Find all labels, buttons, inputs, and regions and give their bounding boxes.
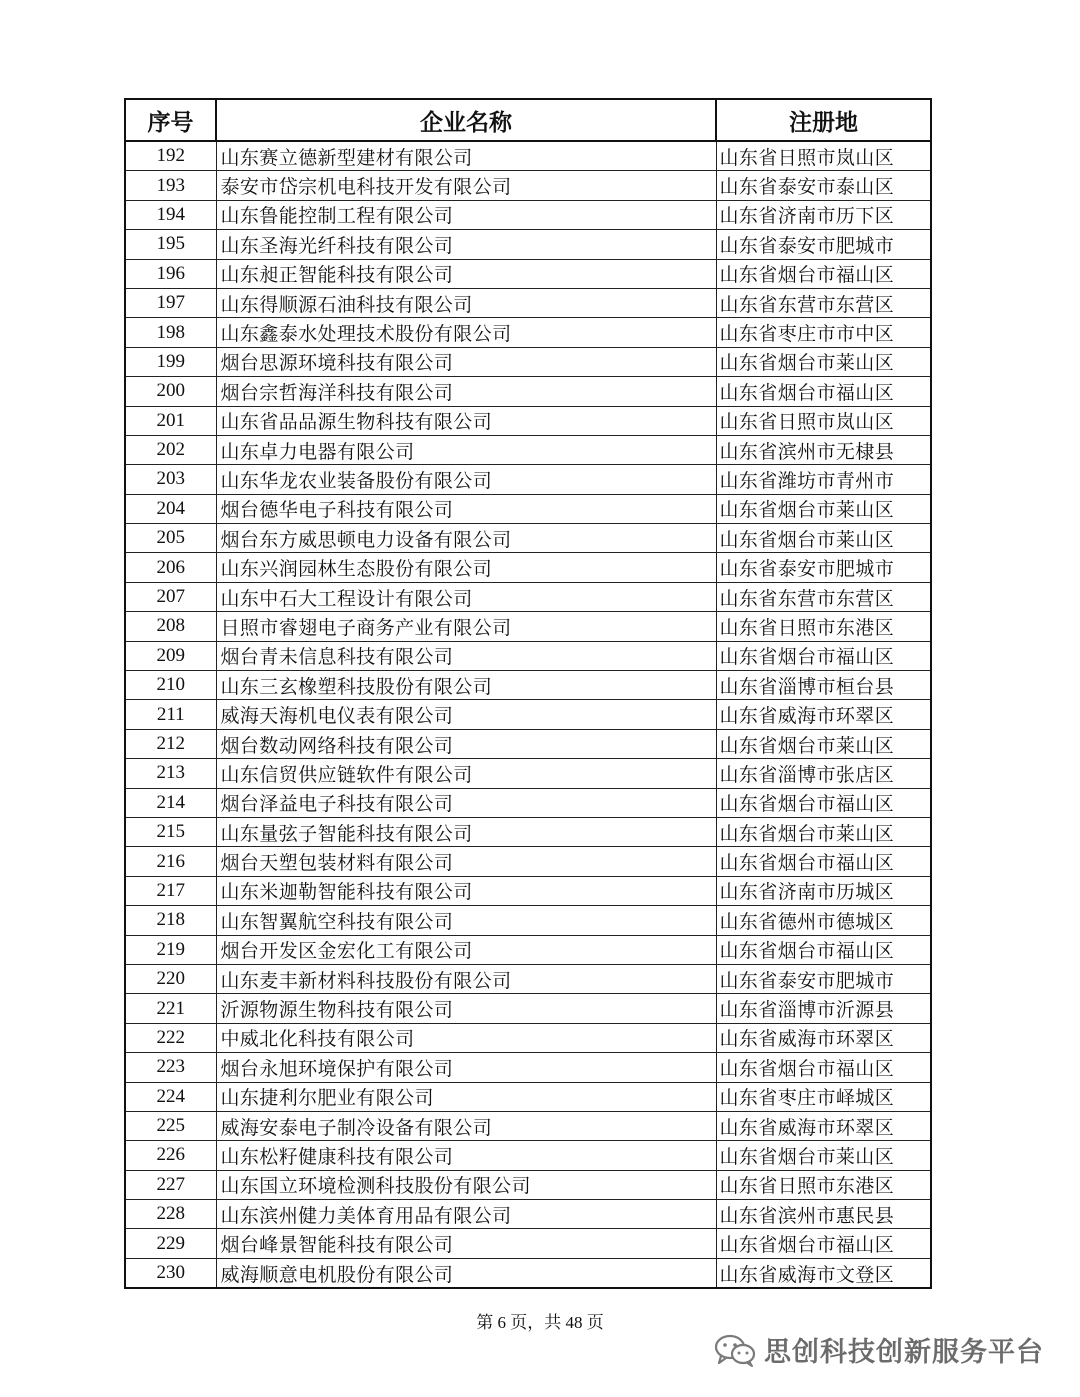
seq-cell: 193	[125, 171, 216, 200]
table-row	[125, 700, 931, 729]
table-row	[125, 759, 931, 788]
location-cell: 山东省枣庄市峄城区	[716, 1082, 931, 1111]
seq-cell: 194	[125, 200, 216, 229]
header-seq: 序号	[125, 99, 216, 141]
table-row	[125, 435, 931, 464]
seq-cell: 196	[125, 259, 216, 288]
company-name-cell: 烟台泽益电子科技有限公司	[216, 788, 716, 817]
location-cell: 山东省烟台市福山区	[716, 377, 931, 406]
location-cell: 山东省威海市环翠区	[716, 700, 931, 729]
seq-cell: 205	[125, 524, 216, 553]
company-name-cell: 山东华龙农业装备股份有限公司	[216, 465, 716, 494]
seq-cell: 208	[125, 612, 216, 641]
location-cell: 山东省烟台市莱山区	[716, 817, 931, 846]
company-name-cell: 山东卓力电器有限公司	[216, 435, 716, 464]
table-row	[125, 1111, 931, 1140]
location-cell: 山东省日照市岚山区	[716, 406, 931, 435]
table-row	[125, 1082, 931, 1111]
seq-cell: 228	[125, 1200, 216, 1229]
table-row	[125, 141, 931, 171]
watermark	[714, 1330, 1044, 1369]
table-body	[125, 141, 931, 1288]
location-cell: 山东省日照市东港区	[716, 612, 931, 641]
seq-cell: 226	[125, 1141, 216, 1170]
seq-cell: 209	[125, 641, 216, 670]
table-row	[125, 671, 931, 700]
location-cell: 山东省烟台市莱山区	[716, 494, 931, 523]
seq-cell: 199	[125, 347, 216, 376]
company-name-cell: 山东鲁能控制工程有限公司	[216, 200, 716, 229]
company-name-cell: 沂源物源生物科技有限公司	[216, 994, 716, 1023]
table-row	[125, 1141, 931, 1170]
seq-cell: 202	[125, 435, 216, 464]
table-row	[125, 553, 931, 582]
company-name-cell: 山东米迦勒智能科技有限公司	[216, 876, 716, 905]
seq-cell: 216	[125, 847, 216, 876]
company-name-cell: 烟台数动网络科技有限公司	[216, 729, 716, 758]
location-cell: 山东省烟台市福山区	[716, 1229, 931, 1258]
company-name-cell: 烟台青未信息科技有限公司	[216, 641, 716, 670]
company-name-cell: 山东捷利尔肥业有限公司	[216, 1082, 716, 1111]
location-cell: 山东省东营市东营区	[716, 288, 931, 317]
table-row	[125, 1023, 931, 1052]
location-cell: 山东省烟台市福山区	[716, 847, 931, 876]
location-cell: 山东省威海市环翠区	[716, 1023, 931, 1052]
seq-cell: 201	[125, 406, 216, 435]
company-name-cell: 山东三玄橡塑科技股份有限公司	[216, 671, 716, 700]
location-cell: 山东省泰安市肥城市	[716, 553, 931, 582]
company-name-cell: 山东兴润园林生态股份有限公司	[216, 553, 716, 582]
seq-cell: 219	[125, 935, 216, 964]
table-row	[125, 318, 931, 347]
location-cell: 山东省淄博市沂源县	[716, 994, 931, 1023]
company-name-cell: 烟台东方威思顿电力设备有限公司	[216, 524, 716, 553]
seq-cell: 222	[125, 1023, 216, 1052]
company-name-cell: 威海安泰电子制冷设备有限公司	[216, 1111, 716, 1140]
location-cell: 山东省日照市东港区	[716, 1170, 931, 1199]
table-row	[125, 1200, 931, 1229]
watermark-text: 思创科技创新服务平台	[764, 1337, 1044, 1368]
seq-cell: 229	[125, 1229, 216, 1258]
company-name-cell: 威海天海机电仪表有限公司	[216, 700, 716, 729]
company-table	[124, 98, 932, 1289]
company-name-cell: 烟台开发区金宏化工有限公司	[216, 935, 716, 964]
table-row	[125, 200, 931, 229]
table-row	[125, 935, 931, 964]
table-row	[125, 964, 931, 993]
table-row	[125, 171, 931, 200]
table-row	[125, 994, 931, 1023]
location-cell: 山东省东营市东营区	[716, 582, 931, 611]
company-name-cell: 山东鑫泰水处理技术股份有限公司	[216, 318, 716, 347]
location-cell: 山东省烟台市莱山区	[716, 729, 931, 758]
seq-cell: 220	[125, 964, 216, 993]
seq-cell: 214	[125, 788, 216, 817]
location-cell: 山东省烟台市福山区	[716, 1053, 931, 1082]
location-cell: 山东省日照市岚山区	[716, 141, 931, 171]
company-name-cell: 泰安市岱宗机电科技开发有限公司	[216, 171, 716, 200]
seq-cell: 225	[125, 1111, 216, 1140]
location-cell: 山东省淄博市张店区	[716, 759, 931, 788]
company-name-cell: 山东圣海光纤科技有限公司	[216, 230, 716, 259]
location-cell: 山东省德州市德城区	[716, 906, 931, 935]
company-name-cell: 山东昶正智能科技有限公司	[216, 259, 716, 288]
table-row	[125, 347, 931, 376]
seq-cell: 218	[125, 906, 216, 935]
seq-cell: 204	[125, 494, 216, 523]
seq-cell: 211	[125, 700, 216, 729]
location-cell: 山东省烟台市福山区	[716, 935, 931, 964]
table-row	[125, 906, 931, 935]
table-row	[125, 876, 931, 905]
company-name-cell: 山东智翼航空科技有限公司	[216, 906, 716, 935]
company-name-cell: 中威北化科技有限公司	[216, 1023, 716, 1052]
location-cell: 山东省烟台市福山区	[716, 259, 931, 288]
wechat-icon	[714, 1333, 756, 1367]
location-cell: 山东省淄博市桓台县	[716, 671, 931, 700]
location-cell: 山东省济南市历下区	[716, 200, 931, 229]
location-cell: 山东省泰安市肥城市	[716, 964, 931, 993]
location-cell: 山东省威海市文登区	[716, 1258, 931, 1288]
seq-cell: 197	[125, 288, 216, 317]
table-row	[125, 847, 931, 876]
table-row	[125, 1229, 931, 1258]
seq-cell: 210	[125, 671, 216, 700]
company-name-cell: 日照市睿翅电子商务产业有限公司	[216, 612, 716, 641]
location-cell: 山东省枣庄市市中区	[716, 318, 931, 347]
company-name-cell: 山东量弦子智能科技有限公司	[216, 817, 716, 846]
table-row	[125, 1258, 931, 1288]
seq-cell: 200	[125, 377, 216, 406]
location-cell: 山东省潍坊市青州市	[716, 465, 931, 494]
location-cell: 山东省泰安市泰山区	[716, 171, 931, 200]
company-name-cell: 山东中石大工程设计有限公司	[216, 582, 716, 611]
company-name-cell: 烟台宗哲海洋科技有限公司	[216, 377, 716, 406]
header-registration-location: 注册地	[716, 99, 931, 141]
seq-cell: 203	[125, 465, 216, 494]
company-name-cell: 山东省品品源生物科技有限公司	[216, 406, 716, 435]
table-row	[125, 259, 931, 288]
seq-cell: 206	[125, 553, 216, 582]
seq-cell: 215	[125, 817, 216, 846]
seq-cell: 212	[125, 729, 216, 758]
table-row	[125, 230, 931, 259]
company-name-cell: 山东赛立德新型建材有限公司	[216, 141, 716, 171]
table-row	[125, 582, 931, 611]
table-row	[125, 1053, 931, 1082]
table-row	[125, 406, 931, 435]
seq-cell: 213	[125, 759, 216, 788]
seq-cell: 198	[125, 318, 216, 347]
table-row	[125, 494, 931, 523]
location-cell: 山东省泰安市肥城市	[716, 230, 931, 259]
seq-cell: 227	[125, 1170, 216, 1199]
location-cell: 山东省滨州市无棣县	[716, 435, 931, 464]
company-name-cell: 山东松籽健康科技有限公司	[216, 1141, 716, 1170]
table-row	[125, 817, 931, 846]
company-name-cell: 山东滨州健力美体育用品有限公司	[216, 1200, 716, 1229]
table-row	[125, 288, 931, 317]
table-row	[125, 377, 931, 406]
company-table-container	[124, 98, 930, 1289]
seq-cell: 207	[125, 582, 216, 611]
seq-cell: 221	[125, 994, 216, 1023]
location-cell: 山东省烟台市福山区	[716, 788, 931, 817]
seq-cell: 195	[125, 230, 216, 259]
table-row	[125, 612, 931, 641]
table-row	[125, 788, 931, 817]
table-row	[125, 465, 931, 494]
table-header-row	[125, 99, 931, 141]
seq-cell: 223	[125, 1053, 216, 1082]
seq-cell: 224	[125, 1082, 216, 1111]
table-row	[125, 1170, 931, 1199]
header-company-name: 企业名称	[216, 99, 716, 141]
company-name-cell: 威海顺意电机股份有限公司	[216, 1258, 716, 1288]
seq-cell: 192	[125, 141, 216, 171]
location-cell: 山东省烟台市莱山区	[716, 1141, 931, 1170]
page-number: 第 6 页，共 48 页	[476, 1313, 604, 1332]
location-cell: 山东省滨州市惠民县	[716, 1200, 931, 1229]
company-name-cell: 烟台峰景智能科技有限公司	[216, 1229, 716, 1258]
location-cell: 山东省烟台市莱山区	[716, 347, 931, 376]
company-name-cell: 烟台永旭环境保护有限公司	[216, 1053, 716, 1082]
location-cell: 山东省济南市历城区	[716, 876, 931, 905]
table-row	[125, 641, 931, 670]
location-cell: 山东省烟台市莱山区	[716, 524, 931, 553]
company-name-cell: 烟台思源环境科技有限公司	[216, 347, 716, 376]
company-name-cell: 山东麦丰新材料科技股份有限公司	[216, 964, 716, 993]
company-name-cell: 烟台德华电子科技有限公司	[216, 494, 716, 523]
seq-cell: 230	[125, 1258, 216, 1288]
company-name-cell: 山东国立环境检测科技股份有限公司	[216, 1170, 716, 1199]
company-name-cell: 山东信贸供应链软件有限公司	[216, 759, 716, 788]
table-row	[125, 729, 931, 758]
company-name-cell: 烟台天塑包装材料有限公司	[216, 847, 716, 876]
company-name-cell: 山东得顺源石油科技有限公司	[216, 288, 716, 317]
location-cell: 山东省威海市环翠区	[716, 1111, 931, 1140]
seq-cell: 217	[125, 876, 216, 905]
location-cell: 山东省烟台市福山区	[716, 641, 931, 670]
table-row	[125, 524, 931, 553]
